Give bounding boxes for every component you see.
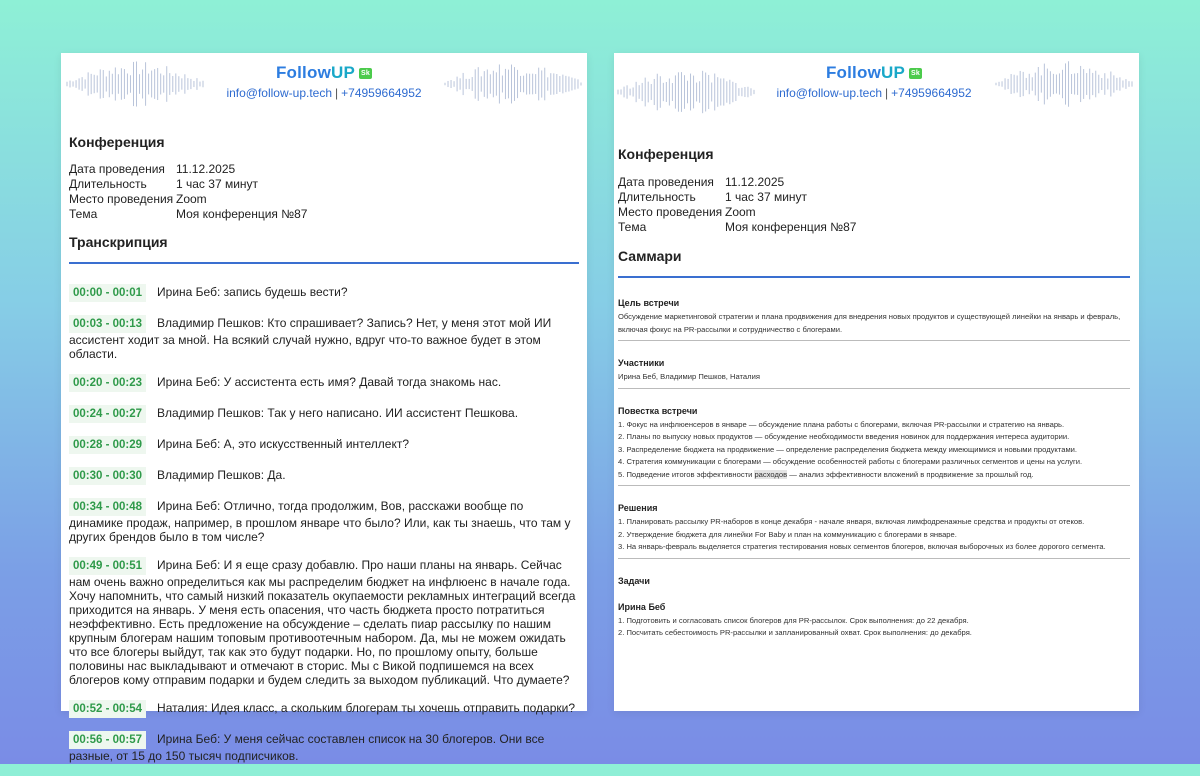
transcript-line: 00:30 - 00:30 Владимир Пешков: Да. xyxy=(69,467,579,485)
brand-logo: FollowUP Sk xyxy=(214,63,434,83)
sound-wave-right-icon xyxy=(443,59,583,109)
transcript-document xyxy=(61,53,587,763)
transcript-line: 00:28 - 00:29 Ирина Беб: А, это искусственный интеллект? xyxy=(69,436,579,454)
transcript-line: 00:34 - 00:48 Ирина Беб: Отлично, тогда продолжим, Вов, расскажи вообще по динамике продаж, например, в прошлом январе что было? Или, как ты знаешь, что там у других брендов было в том числе? xyxy=(69,499,571,544)
summary-document xyxy=(614,53,1139,711)
transcript-line: 00:20 - 00:23 Ирина Беб: У ассистента есть имя? Давай тогда знакомь нас. xyxy=(69,374,579,392)
timestamp: 00:03 - 00:13 xyxy=(69,315,146,333)
brand-logo: FollowUP Sk xyxy=(764,63,984,83)
timestamp: 00:49 - 00:51 xyxy=(69,557,146,575)
timestamp: 00:24 - 00:27 xyxy=(69,405,146,423)
transcript-line: 00:00 - 00:01 Ирина Беб: запись будешь вести? xyxy=(69,284,579,302)
brand-block xyxy=(764,63,984,100)
timestamp: 00:30 - 00:30 xyxy=(69,467,146,485)
divider xyxy=(618,276,1130,278)
timestamp: 00:52 - 00:54 xyxy=(69,700,146,718)
contact-line: info@follow-up.tech | +74959664952 xyxy=(776,86,972,100)
conference-heading: Конференция xyxy=(69,134,165,150)
transcript-line: 00:03 - 00:13 Владимир Пешков: Кто спрашивает? Запись? Нет, у меня этот мой ИИ ассистент ходит за мной. На всякий случай нужно, вдруг что-то важное будет в этом области. xyxy=(69,316,552,361)
sound-wave-left-icon xyxy=(616,67,756,117)
transcript-line: 00:49 - 00:51 Ирина Беб: И я еще сразу добавлю. Про наши планы на январь. Сейчас нам очень важно определиться как мы распределим бюджет на инфлюенс в начале года. Хочу напомнить, что самый низкий показатель окупаемости рекламных интеграций всегда приходится на январь. У меня есть опасения, что часть бюджета просто потратиться неэффективно. Есть предложение на обсуждение – сделать пиар рассылку по нашим крупным блогерам нашим топовым противоотечным набором. Да, мы не можем ожидать что все блогеры выйдут, так как это будут подарки. Но, по прошлому опыту, больше половины нас выкладывают и отмечают в сторис. Мы с Викой подпишемся на всех блогеров кому отправим подарки и будем следить за выходом публикаций. Что думаете? xyxy=(69,558,576,687)
skolkovo-badge-icon: Sk xyxy=(359,68,372,79)
timestamp: 00:28 - 00:29 xyxy=(69,436,146,454)
summary-section-goal: Цель встречи Обсуждение маркетинговой стратегии и плана продвижения для внедрения новых продуктов и существующей линейки на январь и февраль, включая фокус на PR-рассылки и сотрудничество с блогерами. xyxy=(618,298,1130,341)
document-header xyxy=(614,53,1139,123)
conference-meta: Дата проведения 11.12.2025 Длительность 1 час 37 минут Место проведения Zoom Тема Моя конференция №87 xyxy=(69,162,308,221)
sound-wave-right-icon xyxy=(994,59,1134,109)
phone-text: +74959664952 xyxy=(341,86,422,100)
email-text: info@follow-up.tech xyxy=(226,86,333,100)
timestamp: 00:34 - 00:48 xyxy=(69,498,146,516)
contact-line: info@follow-up.tech | +74959664952 xyxy=(226,86,422,100)
timestamp: 00:56 - 00:57 xyxy=(69,731,146,749)
summary-heading: Саммари xyxy=(618,248,682,264)
email-text: info@follow-up.tech xyxy=(776,86,883,100)
divider xyxy=(69,262,579,264)
summary-section-agenda: Повестка встречи 1. Фокус на инфлюенсеров в январе — обсуждение плана работы с блогерами, включая PR-рассылки и стратегию на январь. 2. Планы по выпуску новых продуктов — обсуждение необходимости введения новинок для поддержания интереса аудитории. 3. Распределение бюджета на продвижение — определение распределения бюджета между имеющимися и новыми продуктами. 4. Стратегия коммуникации с блогерами — обсуждение особенностей работы с блогерами различных сегментов и цены на услуги. 5. Подведение итогов эффективности расходов — анализ эффективности вложений в продвижение за прошлый год. xyxy=(618,406,1130,487)
timestamp: 00:00 - 00:01 xyxy=(69,284,146,302)
transcript-line: 00:52 - 00:54 Наталия: Идея класс, а скольким блогерам ты хочешь отправить подарки? xyxy=(69,700,579,718)
summary-section-tasks: Задачи Ирина Беб 1. Подготовить и согласовать список блогеров для PR-рассылок. Срок выполнения: до 22 декабря. 2. Посчитать себестоимость PR-рассылки и запланированный охват. Срок выполнения: до декабря. xyxy=(618,575,972,637)
transcript-list xyxy=(69,284,579,763)
summary-section-decisions: Решения 1. Планировать рассылку PR-наборов в конце декабря - начале января, включая лимфодренажные средства и продукты от отеков. 2. Утверждение бюджета для линейки For Baby и план на коммуникацию с блогерами в январе. 3. На январь-февраль выделяется стратегия тестирования новых сегментов блогеров, включая выборочных из более дорогого сегмента. xyxy=(618,503,1130,559)
timestamp: 00:20 - 00:23 xyxy=(69,374,146,392)
transcript-line: 00:24 - 00:27 Владимир Пешков: Так у него написано. ИИ ассистент Пешкова. xyxy=(69,405,579,423)
transcript-line: 00:56 - 00:57 Ирина Беб: У меня сейчас составлен список на 30 блогеров. Они все разные, от 15 до 150 тысяч подписчиков. xyxy=(69,732,545,763)
sound-wave-left-icon xyxy=(65,59,205,109)
conference-heading: Конференция xyxy=(618,146,714,162)
document-header xyxy=(61,53,587,123)
conference-meta: Дата проведения 11.12.2025 Длительность 1 час 37 минут Место проведения Zoom Тема Моя конференция №87 xyxy=(618,175,857,234)
phone-text: +74959664952 xyxy=(891,86,972,100)
summary-section-participants: Участники Ирина Беб, Владимир Пешков, Наталия xyxy=(618,358,1130,389)
brand-block xyxy=(214,63,434,100)
skolkovo-badge-icon: Sk xyxy=(909,68,922,79)
transcript-heading: Транскрипция xyxy=(69,234,168,250)
